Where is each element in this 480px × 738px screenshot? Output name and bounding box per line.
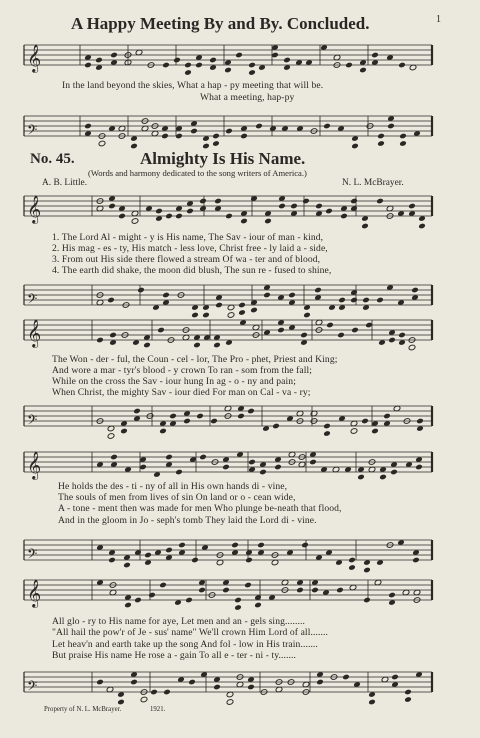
verse-line: When Christ, the mighty Sav - iour died For man on Cal - va - ry; bbox=[52, 387, 311, 398]
continuation-lyric-line: In the land beyond the skies, What a hap - py meeting that will be. bbox=[62, 80, 324, 91]
note-head bbox=[134, 597, 142, 604]
note-head bbox=[350, 198, 358, 205]
note-head bbox=[178, 542, 186, 549]
note-head bbox=[340, 213, 348, 220]
note-head bbox=[212, 133, 220, 140]
note-head bbox=[109, 332, 117, 339]
note-head bbox=[235, 52, 243, 59]
note-head bbox=[408, 344, 416, 351]
note-head bbox=[196, 413, 204, 420]
note-head bbox=[199, 454, 207, 461]
note-head bbox=[186, 208, 194, 215]
note-head bbox=[377, 133, 385, 140]
treble-clef-icon: 𝄞 bbox=[27, 579, 42, 607]
verse-line: A - tone - ment then was made for men Who plunge be-neath that flood, bbox=[58, 503, 342, 514]
note-head bbox=[316, 679, 324, 686]
note-head bbox=[130, 679, 138, 686]
verse-line: 1. The Lord Al - might - y is His name, The Sav - iour of man - kind, bbox=[52, 232, 324, 243]
composer-credit: N. L. McBrayer. bbox=[342, 178, 404, 188]
note-head bbox=[383, 413, 391, 420]
note-head bbox=[159, 428, 167, 435]
note-head bbox=[238, 309, 246, 316]
note-head bbox=[363, 567, 371, 574]
note-head bbox=[359, 67, 367, 74]
note-head bbox=[191, 312, 199, 319]
treble-clef-icon: 𝄞 bbox=[27, 319, 42, 347]
note-head bbox=[345, 62, 353, 69]
note-head bbox=[247, 408, 255, 415]
note-head bbox=[277, 327, 285, 334]
note-head bbox=[377, 140, 385, 147]
note-head bbox=[361, 223, 369, 230]
note-head bbox=[222, 464, 230, 471]
verse-line: The souls of men from lives of sin On land or o - cean wide, bbox=[58, 492, 296, 503]
bass-clef-icon: 𝄢 bbox=[27, 678, 38, 697]
note-head bbox=[348, 564, 356, 571]
note-head bbox=[337, 332, 345, 339]
note-head bbox=[165, 213, 173, 220]
note-head bbox=[214, 198, 222, 205]
note-head bbox=[272, 423, 280, 430]
note-head bbox=[399, 140, 407, 147]
note-head bbox=[361, 418, 369, 425]
verse-line: 2. His mag - es - ty, His match - less love, Christ free - ly laid a - side, bbox=[52, 243, 328, 254]
note-head bbox=[283, 57, 291, 64]
treble-clef-icon: 𝄞 bbox=[27, 44, 42, 72]
note-head bbox=[376, 198, 384, 205]
note-head bbox=[348, 557, 356, 564]
note-head bbox=[415, 464, 423, 471]
note-head bbox=[257, 542, 265, 549]
note-head bbox=[351, 143, 359, 150]
note-head bbox=[323, 423, 331, 430]
note-head bbox=[231, 542, 239, 549]
note-head bbox=[314, 287, 322, 294]
note-head bbox=[213, 342, 221, 349]
note-head bbox=[227, 312, 235, 319]
verse-line: He holds the des - ti - ny of all in His own hands di - vine, bbox=[58, 481, 288, 492]
note-head bbox=[157, 327, 165, 334]
note-head bbox=[274, 464, 282, 471]
note-head bbox=[404, 689, 412, 696]
continuation-lyric-line: What a meeting, hap-py bbox=[200, 92, 295, 103]
note-head bbox=[411, 287, 419, 294]
note-head bbox=[412, 557, 420, 564]
note-head bbox=[408, 203, 416, 210]
note-head bbox=[391, 674, 399, 681]
note-head bbox=[173, 57, 181, 64]
hymn-title: Almighty Is His Name. bbox=[140, 149, 306, 168]
note-head bbox=[96, 679, 104, 686]
note-head bbox=[416, 418, 424, 425]
verse-line: And wore a mar - tyr's blood - y crown To ran - som from the fall; bbox=[52, 365, 313, 376]
note-head bbox=[300, 332, 308, 339]
note-head bbox=[379, 474, 387, 481]
verse-line: While on the cross the Sav - iour hung In ag - o - ny and pain; bbox=[52, 376, 296, 387]
note-head bbox=[143, 342, 151, 349]
note-head bbox=[131, 218, 139, 225]
note-head bbox=[107, 297, 115, 304]
note-head bbox=[161, 133, 169, 140]
verse-line: 4. The earth did shake, the moon did blush, The sun re - fused to shine, bbox=[52, 265, 332, 276]
note-head bbox=[184, 69, 192, 76]
note-head bbox=[363, 597, 371, 604]
note-head bbox=[418, 223, 426, 230]
note-head bbox=[108, 203, 116, 210]
note-head bbox=[95, 57, 103, 64]
note-head bbox=[226, 699, 234, 706]
note-head bbox=[248, 62, 256, 69]
note-head bbox=[302, 198, 310, 205]
note-head bbox=[250, 307, 258, 314]
page-number: 1 bbox=[436, 14, 441, 25]
note-head bbox=[398, 62, 406, 69]
bass-clef-icon: 𝄢 bbox=[27, 546, 38, 565]
treble-clef-icon: 𝄞 bbox=[27, 451, 42, 479]
verse-line: And in the gloom in Jo - seph's tomb They laid the Lord di - vine. bbox=[58, 515, 317, 526]
note-head bbox=[254, 602, 262, 609]
note-head bbox=[303, 312, 311, 319]
note-head bbox=[404, 696, 412, 703]
note-head bbox=[165, 454, 173, 461]
note-head bbox=[362, 297, 370, 304]
note-head bbox=[224, 67, 232, 74]
note-head bbox=[84, 123, 92, 130]
note-head bbox=[357, 474, 365, 481]
note-head bbox=[225, 128, 233, 135]
note-head bbox=[388, 592, 396, 599]
note-head bbox=[336, 587, 344, 594]
note-head bbox=[225, 213, 233, 220]
note-head bbox=[234, 604, 242, 611]
note-head bbox=[123, 562, 131, 569]
note-head bbox=[248, 69, 256, 76]
note-head bbox=[315, 203, 323, 210]
note-head bbox=[165, 547, 173, 554]
note-head bbox=[215, 302, 223, 309]
note-head bbox=[202, 312, 210, 319]
note-head bbox=[191, 557, 199, 564]
note-head bbox=[259, 469, 267, 476]
note-head bbox=[388, 337, 396, 344]
note-head bbox=[247, 684, 255, 691]
note-head bbox=[175, 469, 183, 476]
note-head bbox=[398, 332, 406, 339]
note-head bbox=[150, 689, 158, 696]
note-head bbox=[110, 454, 118, 461]
copyright-notice: Property of N. L. McBrayer. bbox=[44, 706, 122, 713]
note-head bbox=[351, 327, 359, 334]
note-head bbox=[326, 322, 334, 329]
note-head bbox=[84, 62, 92, 69]
verse-line: But praise His name He rose a - gain To all e - ter - ni - ty....... bbox=[52, 650, 297, 661]
copyright-year: 1921. bbox=[150, 706, 166, 713]
note-head bbox=[110, 52, 118, 59]
note-head bbox=[107, 433, 115, 440]
note-head bbox=[234, 597, 242, 604]
note-head bbox=[163, 689, 171, 696]
note-head bbox=[387, 123, 395, 130]
note-head bbox=[288, 292, 296, 299]
note-head bbox=[175, 213, 183, 220]
bass-clef-icon: 𝄢 bbox=[27, 412, 38, 431]
note-head bbox=[96, 337, 104, 344]
note-head bbox=[240, 133, 248, 140]
note-head bbox=[248, 459, 256, 466]
note-head bbox=[162, 62, 170, 69]
note-head bbox=[212, 140, 220, 147]
note-head bbox=[130, 143, 138, 150]
note-head bbox=[350, 297, 358, 304]
note-head bbox=[184, 62, 192, 69]
note-head bbox=[98, 140, 106, 147]
note-head bbox=[162, 292, 170, 299]
note-head bbox=[323, 123, 331, 130]
note-head bbox=[376, 297, 384, 304]
note-head bbox=[222, 587, 230, 594]
note-head bbox=[309, 459, 317, 466]
note-head bbox=[188, 679, 196, 686]
note-head bbox=[245, 557, 253, 564]
note-head bbox=[213, 684, 221, 691]
note-head bbox=[108, 557, 116, 564]
note-head bbox=[198, 587, 206, 594]
note-head bbox=[117, 699, 125, 706]
bass-clef-icon: 𝄢 bbox=[27, 291, 38, 310]
note-head bbox=[183, 418, 191, 425]
note-head bbox=[255, 123, 263, 130]
note-head bbox=[238, 302, 246, 309]
note-head bbox=[190, 128, 198, 135]
note-head bbox=[399, 133, 407, 140]
note-head bbox=[209, 57, 217, 64]
note-head bbox=[159, 582, 167, 589]
bass-clef-icon: 𝄢 bbox=[27, 122, 38, 141]
note-head bbox=[120, 428, 128, 435]
note-head bbox=[301, 542, 309, 549]
continuation-title: A Happy Meeting By and By. Concluded. bbox=[71, 14, 370, 33]
note-head bbox=[290, 203, 298, 210]
note-head bbox=[237, 413, 245, 420]
note-head bbox=[323, 430, 331, 437]
hymn-number: No. 45. bbox=[30, 151, 75, 167]
note-head bbox=[311, 587, 319, 594]
note-head bbox=[278, 203, 286, 210]
note-head bbox=[148, 592, 156, 599]
note-head bbox=[342, 674, 350, 681]
note-head bbox=[137, 287, 145, 294]
verse-line: Let heav'n and earth take up the song And fol - low in His train....... bbox=[52, 639, 318, 650]
lyricist-credit: A. B. Little. bbox=[42, 178, 88, 188]
note-head bbox=[244, 582, 252, 589]
verse-line: 3. From out His side there flowed a stream Of wa - ter and of blood, bbox=[52, 254, 321, 265]
treble-clef-icon: 𝄞 bbox=[27, 195, 42, 223]
note-head bbox=[371, 52, 379, 59]
note-head bbox=[118, 213, 126, 220]
note-head bbox=[133, 408, 141, 415]
verse-line: "All hail the pow'r of Je - sus' name" We'll crown Him Lord of all....... bbox=[52, 627, 328, 638]
note-head bbox=[264, 218, 272, 225]
note-head bbox=[193, 342, 201, 349]
note-head bbox=[210, 418, 218, 425]
verse-line: The Won - der - ful, the Coun - cel - lor, The Pro - phet, Priest and King; bbox=[52, 354, 338, 365]
note-head bbox=[124, 602, 132, 609]
note-head bbox=[185, 597, 193, 604]
note-head bbox=[155, 208, 163, 215]
note-head bbox=[240, 218, 248, 225]
note-head bbox=[325, 208, 333, 215]
note-head bbox=[169, 413, 177, 420]
verse-line: All glo - ry to His name for aye, Let men and an - gels sing........ bbox=[52, 616, 305, 627]
note-head bbox=[199, 198, 207, 205]
note-head bbox=[144, 552, 152, 559]
note-head bbox=[195, 62, 203, 69]
hymn-dedication: (Words and harmony dedicated to the song writers of America.) bbox=[88, 168, 307, 178]
note-head bbox=[263, 292, 271, 299]
note-head bbox=[296, 587, 304, 594]
note-head bbox=[338, 297, 346, 304]
note-head bbox=[390, 469, 398, 476]
note-head bbox=[368, 699, 376, 706]
note-head bbox=[350, 428, 358, 435]
note-head bbox=[371, 428, 379, 435]
note-head bbox=[140, 696, 148, 703]
